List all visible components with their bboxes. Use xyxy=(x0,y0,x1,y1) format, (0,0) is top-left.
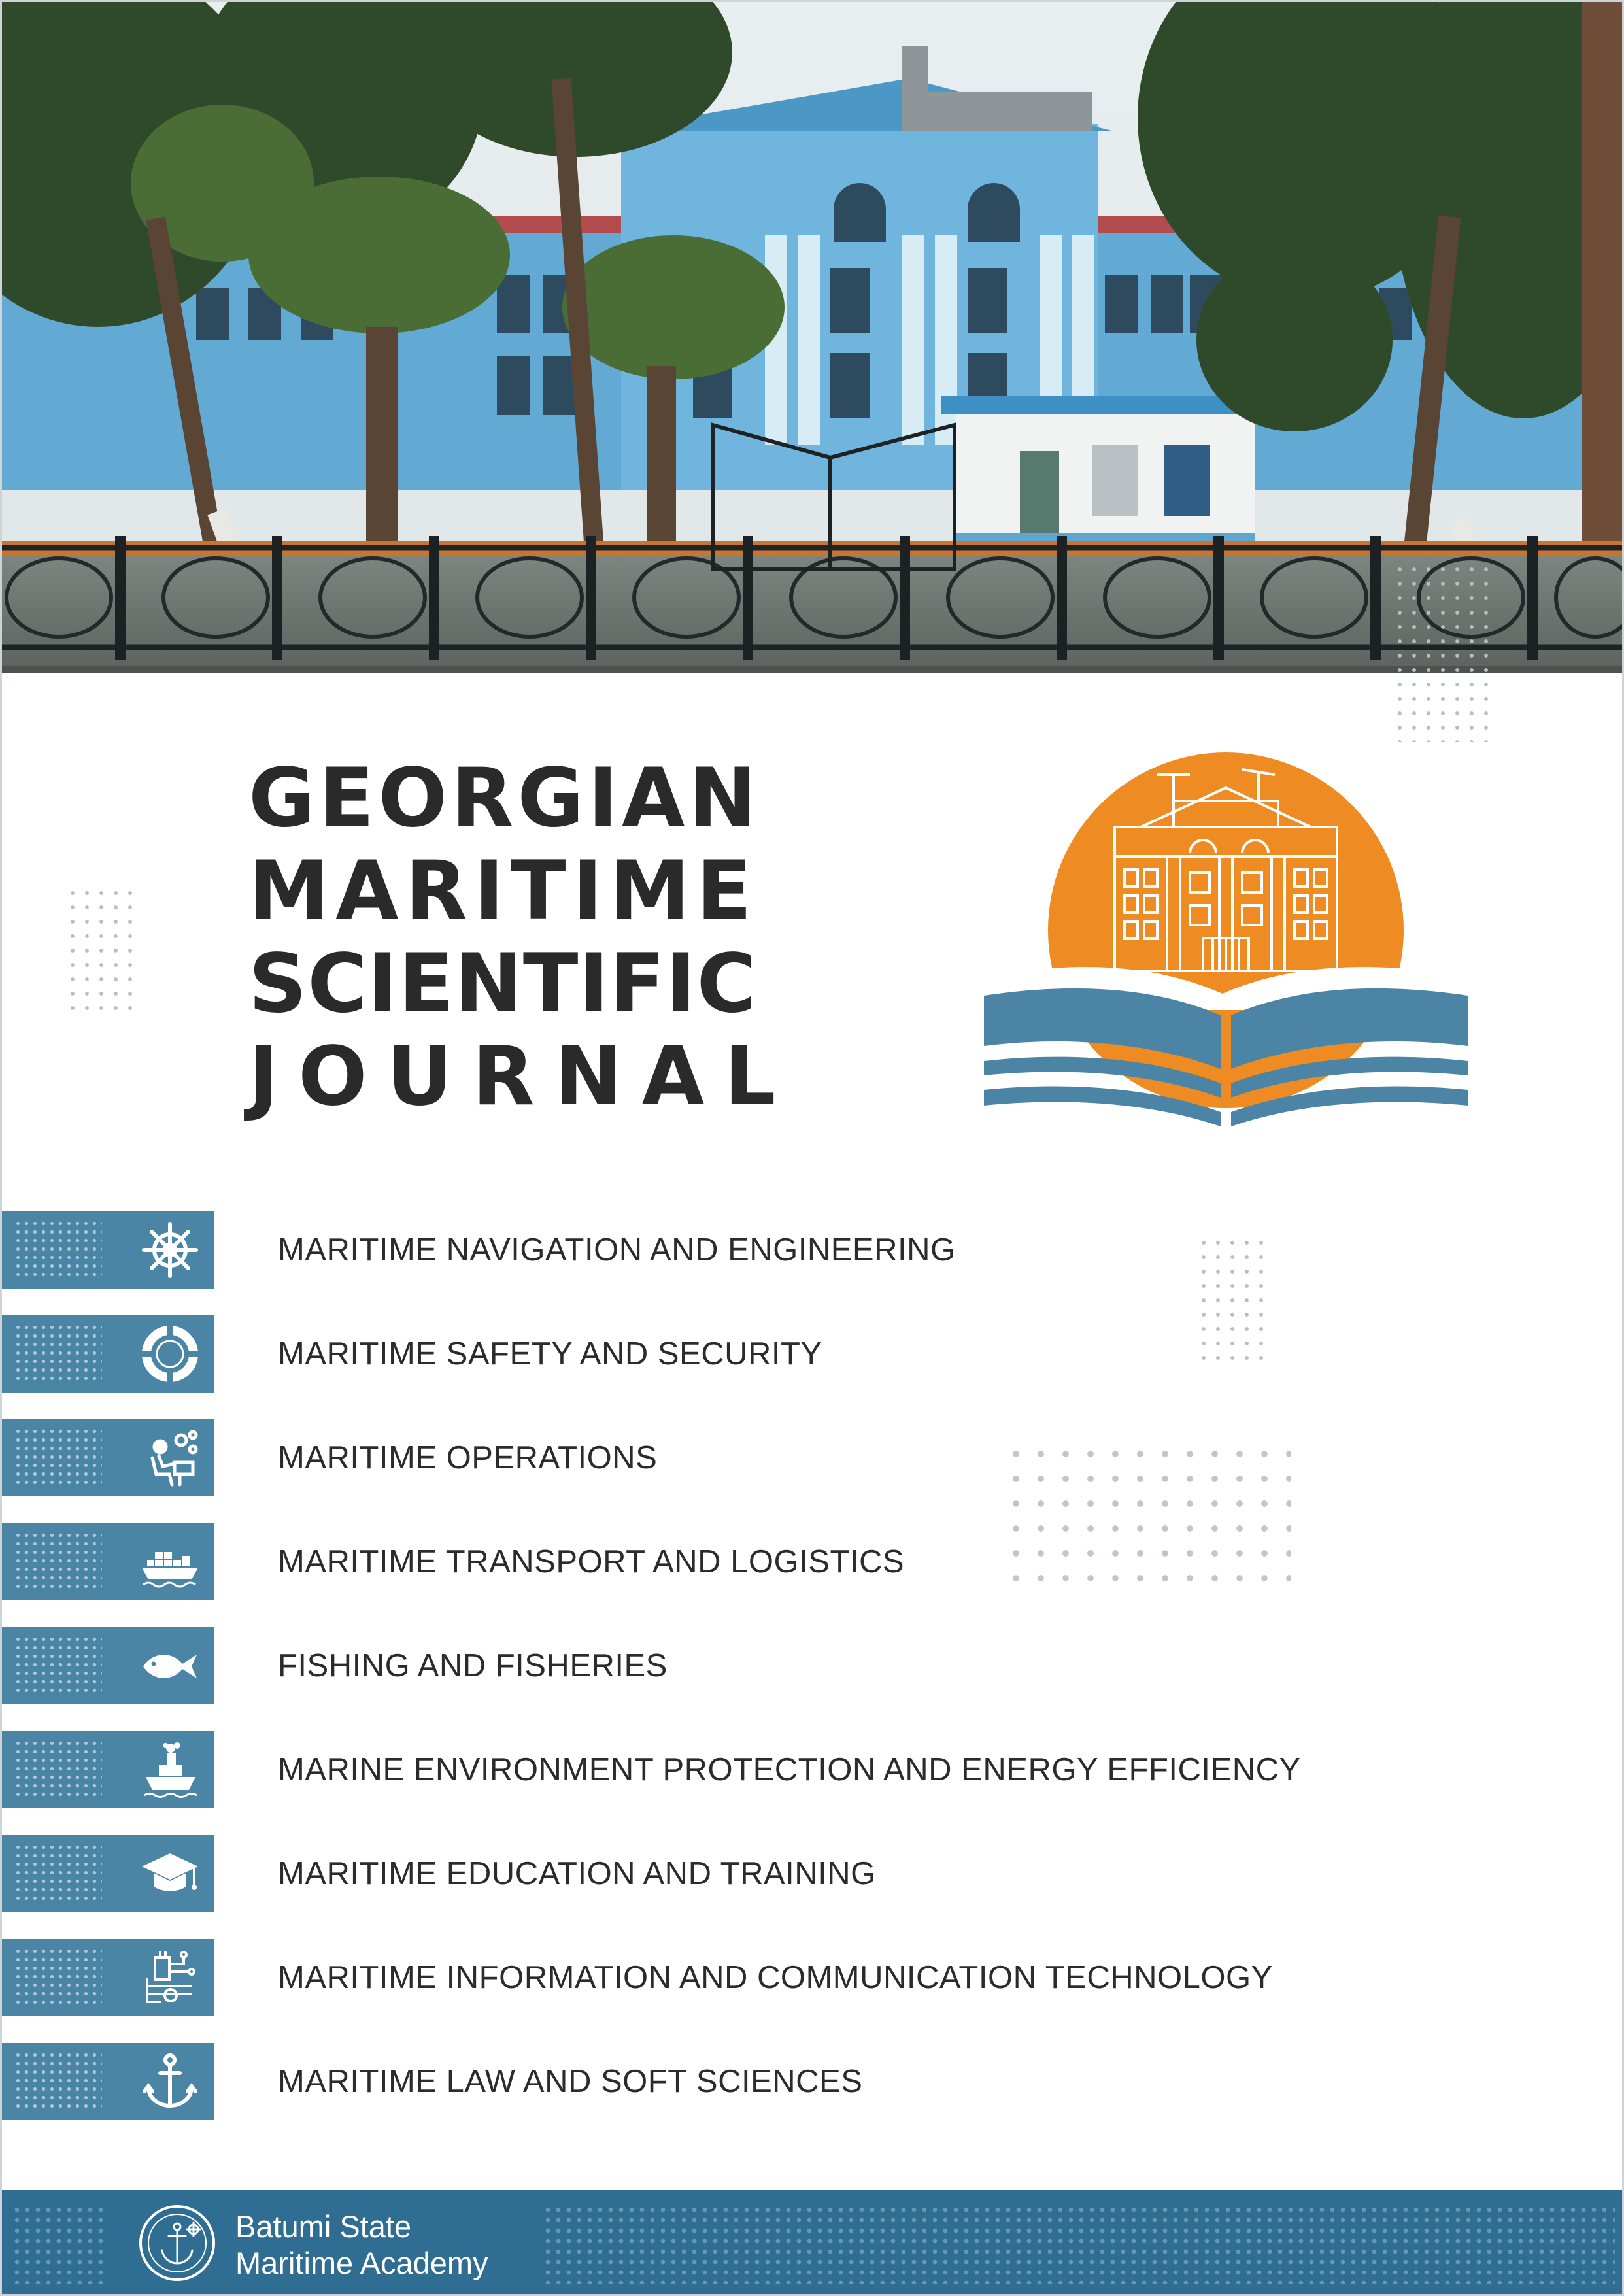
dot-pattern-left xyxy=(65,886,143,1020)
topic-label: FISHING AND FISHERIES xyxy=(278,1648,668,1683)
lifebuoy-icon xyxy=(141,1325,199,1383)
topic-tab xyxy=(2,1419,214,1496)
journal-title xyxy=(248,751,796,1124)
title-line-4: JOURNAL xyxy=(248,1030,796,1124)
academy-seal-icon xyxy=(137,2203,217,2283)
topic-safety-security xyxy=(0,1315,1373,1394)
topic-tab xyxy=(2,2043,214,2120)
topic-law-soft-sciences xyxy=(0,2043,1373,2121)
circuit-icon xyxy=(141,1948,199,2007)
cargo-ship-icon xyxy=(141,1532,199,1591)
graduation-cap-icon xyxy=(141,1844,199,1903)
operator-icon xyxy=(141,1428,199,1487)
topic-tab xyxy=(2,1523,214,1600)
ship-wheel-icon xyxy=(141,1221,199,1279)
topic-navigation-engineering xyxy=(0,1211,1373,1290)
topic-label: MARITIME INFORMATION AND COMMUNICATION TECHNOLOGY xyxy=(278,1960,1273,1995)
topic-tab xyxy=(2,1731,214,1808)
title-line-3: SCIENTIFIC xyxy=(248,937,757,1031)
title-line-1: GEORGIAN xyxy=(248,751,761,845)
topic-operations xyxy=(0,1419,1373,1498)
topic-label: MARITIME SAFETY AND SECURITY xyxy=(278,1336,822,1372)
topic-tab xyxy=(2,1315,214,1393)
topic-label: MARITIME TRANSPORT AND LOGISTICS xyxy=(278,1544,905,1579)
topic-label: MARITIME EDUCATION AND TRAINING xyxy=(278,1856,876,1891)
academy-name-line-1: Batumi State xyxy=(235,2209,412,2244)
title-line-2: MARITIME xyxy=(248,844,758,938)
topic-label: MARINE ENVIRONMENT PROTECTION AND ENERGY EFFICIENCY xyxy=(278,1752,1301,1787)
header-photo xyxy=(0,0,1624,673)
anchor-icon xyxy=(141,2052,199,2111)
academy-name-line-2: Maritime Academy xyxy=(235,2246,488,2280)
topic-environment-energy xyxy=(0,1731,1373,1810)
topic-label: MARITIME NAVIGATION AND ENGINEERING xyxy=(278,1232,956,1268)
journal-logo xyxy=(977,749,1474,1128)
topic-tab xyxy=(2,1211,214,1289)
academy-name xyxy=(235,2208,488,2282)
topic-ict xyxy=(0,1939,1373,2017)
topic-tab xyxy=(2,1627,214,1704)
topic-label: MARITIME LAW AND SOFT SCIENCES xyxy=(278,2064,863,2099)
topic-label: MARITIME OPERATIONS xyxy=(278,1440,658,1476)
topic-tab xyxy=(2,1835,214,1912)
fish-icon xyxy=(141,1636,199,1695)
topic-transport-logistics xyxy=(0,1523,1373,1602)
topic-tab xyxy=(2,1939,214,2016)
topic-education-training xyxy=(0,1835,1373,1914)
steamship-icon xyxy=(141,1740,199,1799)
dot-pattern-top-right xyxy=(1393,562,1497,742)
topic-fishing xyxy=(0,1627,1373,1706)
footer-bar xyxy=(0,2190,1624,2296)
